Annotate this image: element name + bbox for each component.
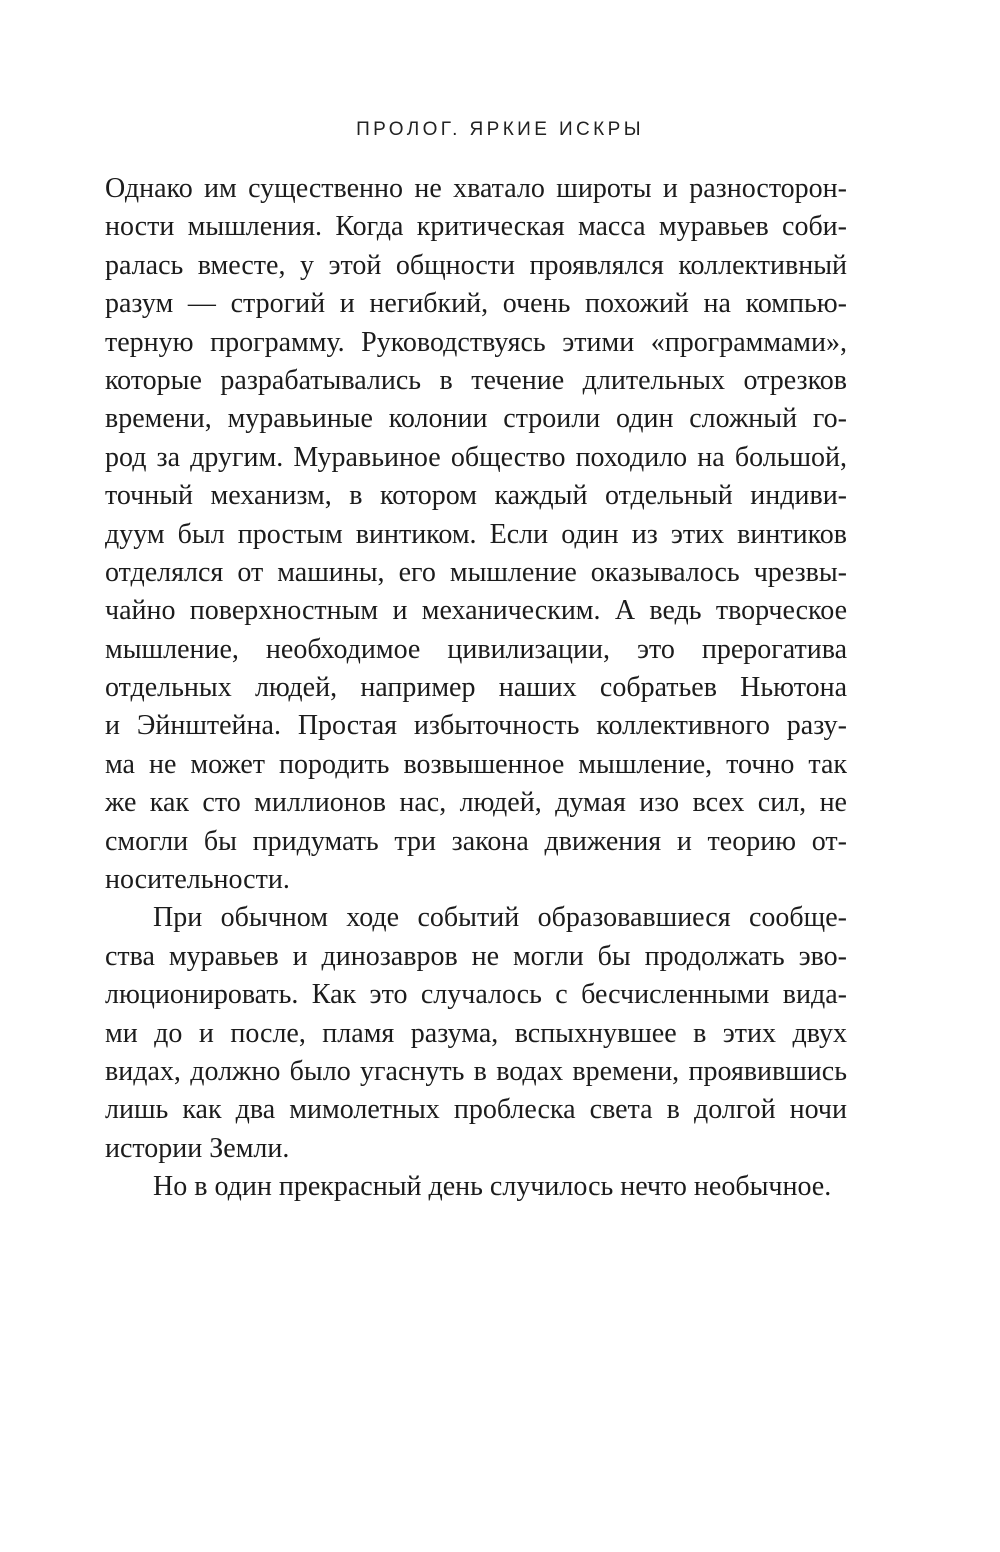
body-text (105, 170, 847, 1207)
text-line: времени, муравьиные колонии строили один сложный го- (105, 403, 847, 435)
text-line: и Эйнштейна. Простая избыточность коллективного разу- (105, 710, 847, 742)
text-line: отдельных людей, например наших собратьев Ньютона (105, 672, 847, 704)
text-line: смогли бы придумать три закона движения и теорию от- (105, 825, 847, 857)
text-line: терную программу. Руководствуясь этими «программами», (105, 326, 847, 358)
text-line: которые разрабатывались в течение длительных отрезков (105, 364, 847, 396)
paragraph-1 (105, 170, 847, 899)
paragraph-3 (105, 1168, 847, 1206)
text-line: чайно поверхностным и механическим. А ведь творческое (105, 595, 847, 627)
text-line: ства муравьев и динозавров не могли бы продолжать эво- (105, 940, 847, 972)
text-line: отделялся от машины, его мышление оказывалось чрезвы- (105, 556, 847, 588)
text-line: дуум был простым винтиком. Если один из этих винтиков (105, 518, 847, 550)
text-line: Но в один прекрасный день случилось нечто необычное. (153, 1171, 832, 1203)
text-line: истории Земли. (105, 1132, 290, 1164)
text-line: ма не может породить возвышенное мышление, точно так (105, 748, 847, 780)
text-line: носительности. (105, 864, 290, 896)
text-line: точный механизм, в котором каждый отдельный индиви- (105, 480, 847, 512)
text-line: ралась вместе, у этой общности проявлялся коллективный (105, 249, 847, 281)
text-line: же как сто миллионов нас, людей, думая изо всех сил, не (105, 787, 847, 819)
text-line: видах, должно было угаснуть в водах времени, проявившись (105, 1055, 847, 1087)
text-line: ности мышления. Когда критическая масса муравьев соби- (105, 211, 847, 243)
text-line: род за другим. Муравьиное общество походило на большой, (105, 441, 847, 473)
text-line: ми до и после, пламя разума, вспыхнувшее в этих двух (105, 1017, 847, 1049)
running-title: ПРОЛОГ. ЯРКИЕ ИСКРЫ (356, 119, 644, 140)
text-line: При обычном ходе событий образовавшиеся сообще- (153, 902, 847, 934)
text-line: Однако им существенно не хватало широты и разносторон- (105, 173, 847, 204)
text-line: лишь как два мимолетных проблеска света в долгой ночи (105, 1094, 847, 1126)
text-line: разум — строгий и негибкий, очень похожий на компью- (105, 288, 847, 320)
text-line: мышление, необходимое цивилизации, это прерогатива (105, 633, 847, 665)
text-line: люционировать. Как это случалось с бесчисленными вида- (105, 979, 847, 1011)
paragraph-2 (105, 899, 847, 1168)
